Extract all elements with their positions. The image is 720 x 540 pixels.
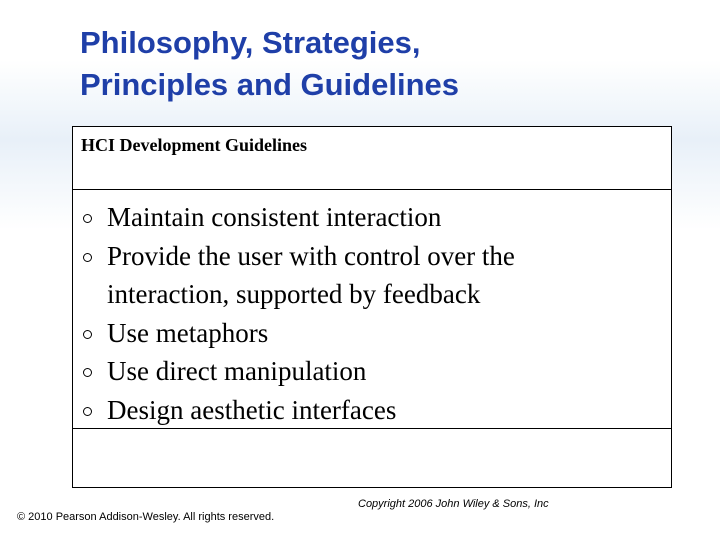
list-item bbox=[73, 314, 671, 353]
guidelines-table bbox=[72, 126, 672, 488]
list-item-text: Provide the user with control over the bbox=[107, 240, 515, 271]
slide-title bbox=[80, 22, 680, 106]
bullet-icon bbox=[83, 368, 92, 377]
bullet-icon bbox=[83, 253, 92, 262]
list-item bbox=[73, 198, 671, 237]
footer-copyright: © 2010 Pearson Addison-Wesley. All rights reserved. bbox=[17, 511, 275, 523]
list-item-text: Maintain consistent interaction bbox=[107, 202, 442, 232]
footer-wiley-copyright: Copyright 2006 John Wiley & Sons, Inc bbox=[358, 498, 549, 510]
slide-title-line-2: Principles and Guidelines bbox=[80, 67, 459, 102]
list-item-text-continued: interaction, supported by feedback bbox=[107, 279, 481, 309]
bullet-list bbox=[73, 198, 671, 429]
list-item bbox=[73, 237, 671, 314]
table-header: HCI Development Guidelines bbox=[73, 127, 671, 190]
bullet-icon bbox=[83, 330, 92, 339]
list-item bbox=[73, 391, 671, 430]
list-item-text: Design aesthetic interfaces bbox=[107, 394, 397, 425]
bullet-icon bbox=[83, 214, 92, 223]
list-item bbox=[73, 352, 671, 391]
list-item-text: Use direct manipulation bbox=[107, 356, 367, 386]
list-item-text: Use metaphors bbox=[107, 317, 269, 348]
slide-title-line-1: Philosophy, Strategies, bbox=[80, 25, 421, 60]
table-body bbox=[73, 190, 671, 429]
bullet-icon bbox=[83, 407, 92, 416]
